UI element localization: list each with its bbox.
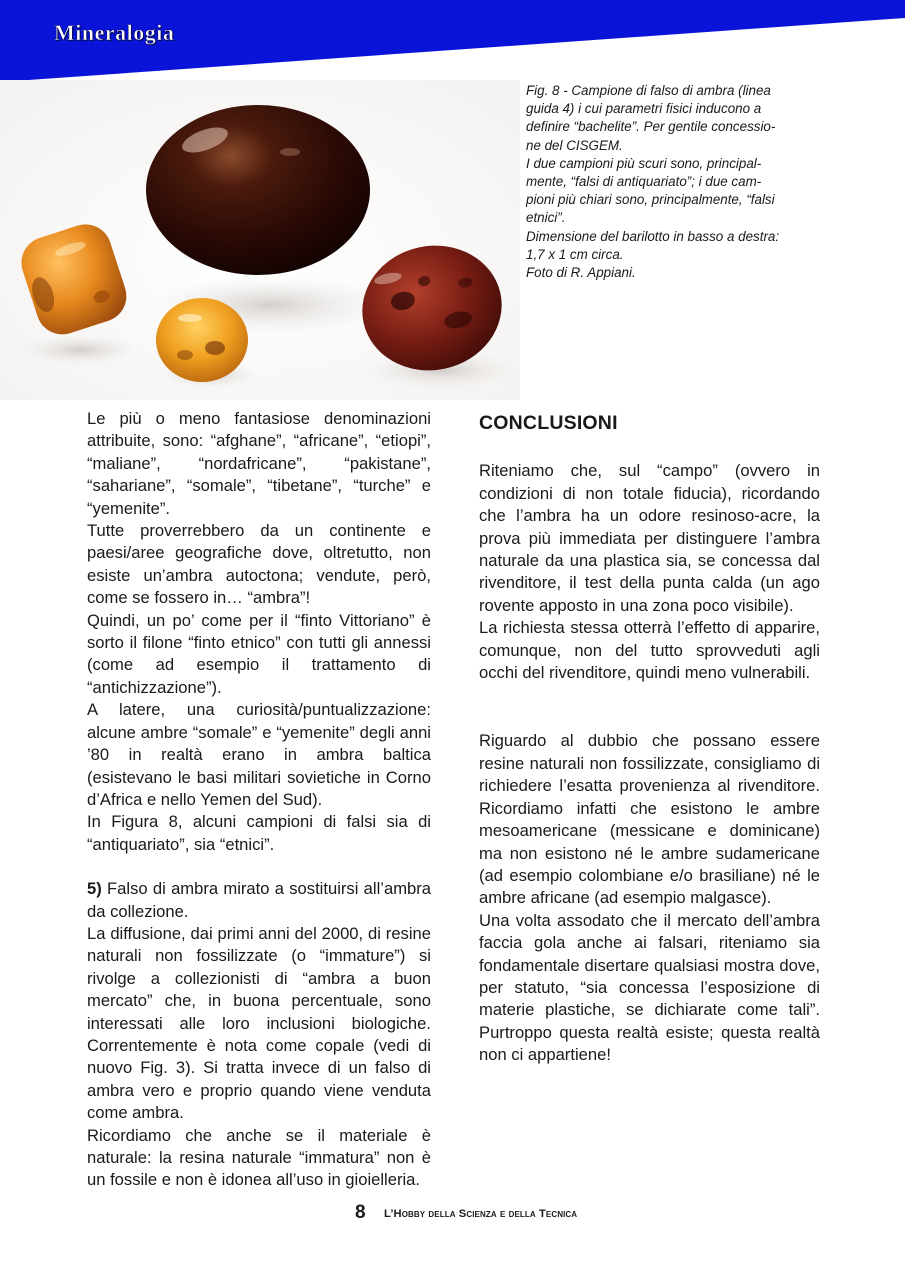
caption-line: Fig. 8 - Campione di falso di ambra (linea bbox=[526, 83, 771, 98]
section-title: Mineralogia bbox=[54, 20, 175, 45]
left-column bbox=[87, 408, 431, 1192]
body-paragraph: La richiesta stessa otterrà l’effetto di apparire, comunque, non del tutto sprovveduti agli occhi del rivenditore, quindi meno vulnerabili. bbox=[479, 618, 820, 683]
caption-line: guida 4) i cui parametri fisici inducono a bbox=[526, 101, 762, 117]
body-paragraph: Ricordiamo che anche se il materiale è naturale: la resina naturale “immatura” non è un fossile e non è idonea all’uso in gioielleria. bbox=[87, 1125, 431, 1190]
conclusions-heading: CONCLUSIONI bbox=[479, 412, 618, 434]
caption-line: Foto di R. Appiani. bbox=[526, 265, 636, 281]
right-column bbox=[479, 408, 820, 1067]
body-paragraph: Una volta assodato che il mercato dell’ambra faccia gola anche ai falsari, riteniamo sia fondamentale disertare qualsiasi mostra dove, per statuto, “sia concessa l’esposizione di materie plastiche, se dichiarate come tali”. Purtroppo questa realtà esiste; questa realtà non ci appartiene! bbox=[479, 910, 820, 1065]
item-5-number: 5) bbox=[87, 879, 102, 899]
body-paragraph: Quindi, un po’ come per il “finto Vittoriano” è sorto il filone “finto etnico” con tutti gli annessi (come ad esempio il trattamento di “antichizzazione”). bbox=[87, 610, 431, 697]
caption-line: etnici”. bbox=[526, 210, 566, 226]
body-paragraph: Riteniamo che, sul “campo” (ovvero in condizioni di non totale fiducia), ricordando che l’ambra ha un odore resinoso-acre, la prova più immediata per distinguere l’ambra naturale da una plastica sia, se concessa dal rivenditore, il test della punta calda (un ago rovente apposto in una zona poco visibile). bbox=[479, 461, 820, 615]
body-paragraph: Riguardo al dubbio che possano essere resine naturali non fossilizzate, consigliamo di richiedere l’esatta provenienza al rivenditore. Ricordiamo infatti che esistono le ambre mesoamericane (messicane e dominicane) ma non esistono né le ambre sudamericane (ad esempio colombiane e/o brasiliane) né le ambre africane (ad esempio malgasce). bbox=[479, 731, 820, 908]
dark-oval-bead bbox=[146, 105, 370, 275]
magazine-name: L’Hobby della Scienza e della Tecnica bbox=[384, 1208, 578, 1220]
body-paragraph: In Figura 8, alcuni campioni di falsi sia di “antiquariato”, sia “etnici”. bbox=[87, 812, 431, 854]
caption-line: pioni più chiari sono, principalmente, “falsi bbox=[526, 192, 775, 208]
item-5-text: Falso di ambra mirato a sostituirsi all’ambra da collezione. bbox=[87, 879, 431, 921]
yellow-round-bead bbox=[156, 298, 248, 382]
figure-caption bbox=[526, 82, 826, 282]
body-paragraph: La diffusione, dai primi anni del 2000, di resine naturali non fossilizzate (o “immature”) si rivolge a collezionisti di “ambra a buon mercato” che, in buona percentuale, sono interessati alle loro inclusioni biologiche. Correntemente è nota come copale (vedi di nuovo Fig. 3). Si tratta invece di un falso di ambra vero e proprio quando viene venduta come ambra. bbox=[87, 923, 431, 1123]
body-paragraph: A latere, una curiosità/puntualizzazione: alcune ambre “somale” e “yemenite” degli anni ’80 in realtà erano in ambra baltica (esistevano le basi militari sovietiche in Corno d’Africa e nello Yemen del Sud). bbox=[87, 700, 431, 809]
caption-line: Dimensione del barilotto in basso a destra: bbox=[526, 228, 780, 244]
caption-line: 1,7 x 1 cm circa. bbox=[526, 246, 624, 262]
page-footer bbox=[0, 1200, 905, 1230]
body-paragraph: Le più o meno fantasiose denominazioni attribuite, sono: “afghane”, “africane”, “etiopi”, “maliane”, “nordafricane”, “pakistane”, “sahariane”, “somale”, “tibetane”, “turche” e “yemenite”. bbox=[87, 409, 431, 518]
caption-line: definire “bachelite”. Per gentile concessio- bbox=[526, 119, 776, 135]
caption-line: I due campioni più scuri sono, principal- bbox=[526, 155, 762, 171]
item-5-paragraph bbox=[87, 878, 431, 923]
body-paragraph: Tutte proverrebbero da un continente e paesi/aree geografiche dove, oltretutto, non esiste un’ambra autoctona; vendute, però, come se fossero in… “ambra”! bbox=[87, 521, 431, 608]
page-number: 8 bbox=[355, 1202, 366, 1223]
caption-line: mente, “falsi di antiquariato”; i due cam- bbox=[526, 174, 762, 190]
amber-samples-photo bbox=[0, 80, 520, 400]
caption-line: ne del CISGEM. bbox=[526, 137, 623, 153]
